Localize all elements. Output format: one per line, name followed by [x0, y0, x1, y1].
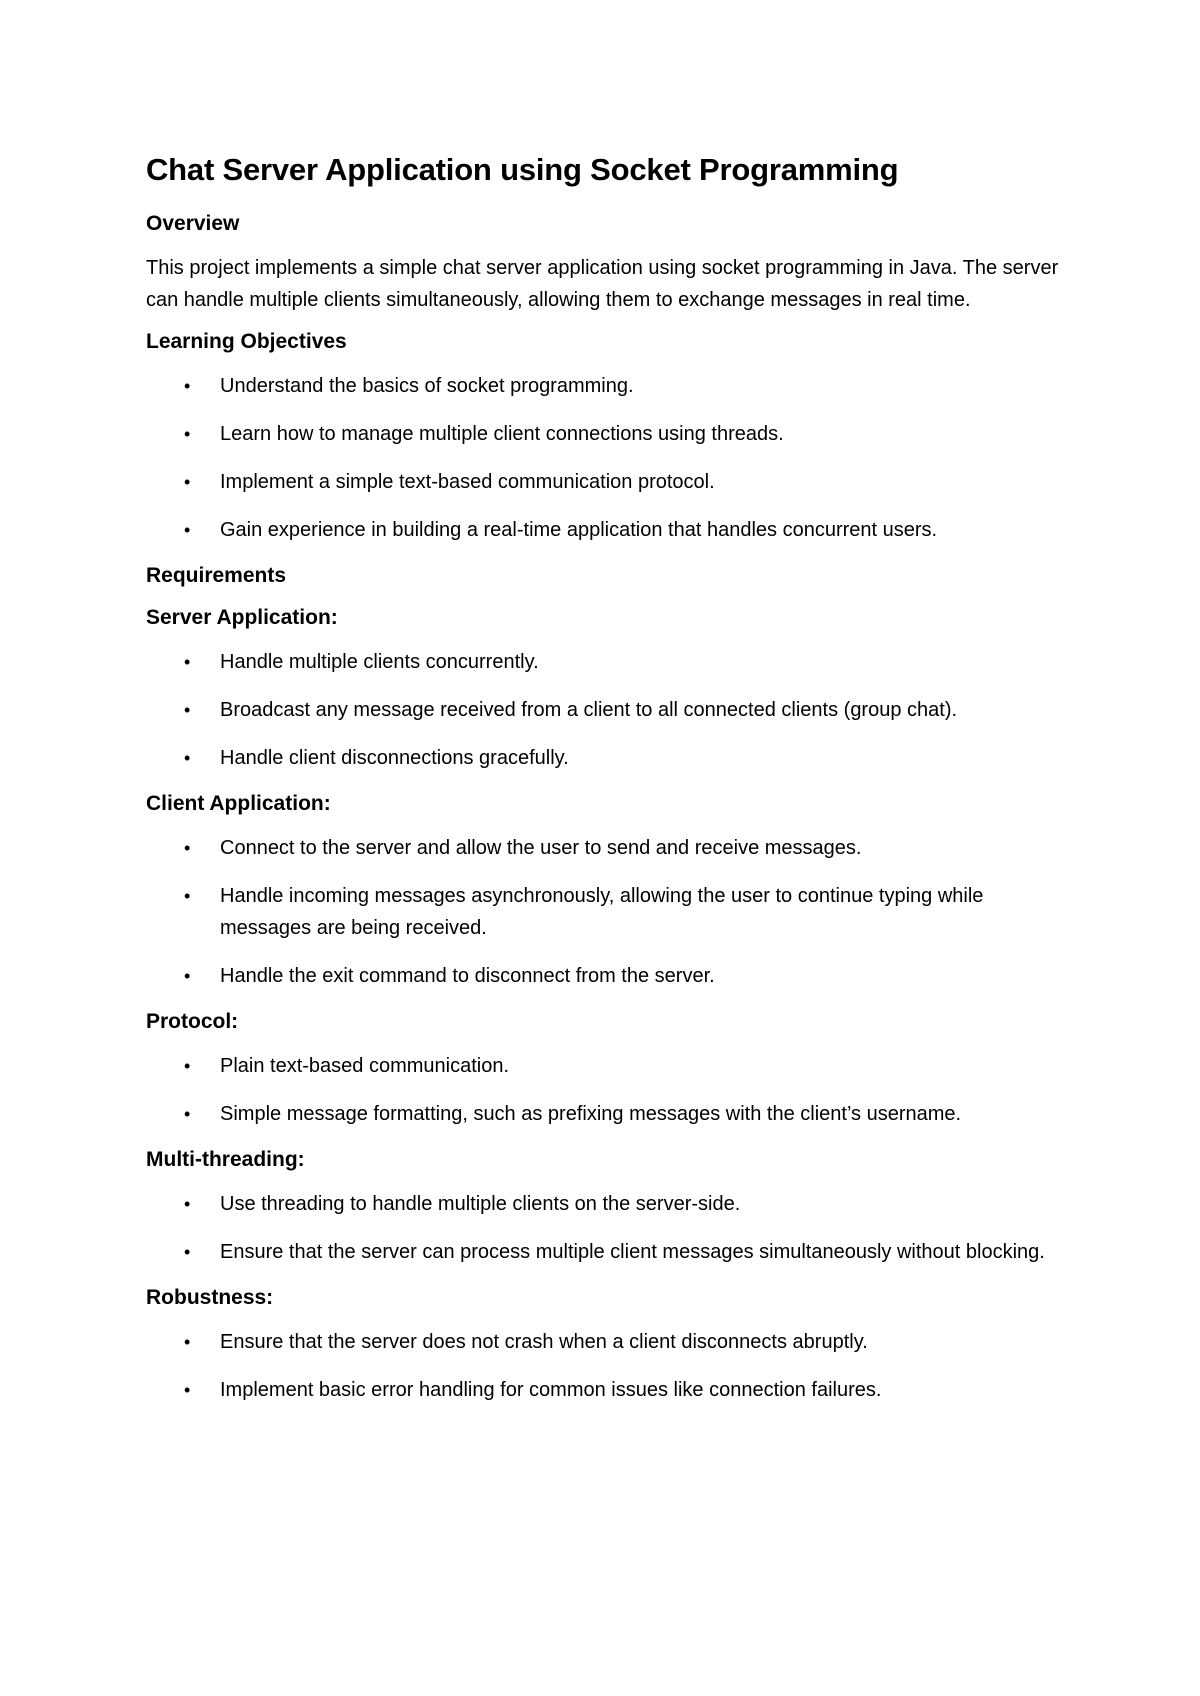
bullet-icon: • [184, 1104, 191, 1124]
bullet-icon: • [184, 652, 191, 672]
bullet-icon: • [184, 376, 191, 396]
bullet-icon: • [184, 748, 191, 768]
list-item-text: Implement basic error handling for common issues like connection failures. [220, 1379, 882, 1401]
list-item-text: Implement a simple text-based communication protocol. [220, 471, 715, 493]
list-item-text: Learn how to manage multiple client connections using threads. [220, 423, 784, 445]
list-item [146, 370, 1066, 402]
list-item-text: Use threading to handle multiple clients on the server-side. [220, 1193, 741, 1215]
list-item [146, 646, 1066, 678]
bullet-icon: • [184, 1380, 191, 1400]
list-item-text: Handle the exit command to disconnect from the server. [220, 965, 715, 987]
document-content [146, 150, 1066, 1422]
list-item-text: Broadcast any message received from a client to all connected clients (group chat). [220, 699, 958, 721]
bullet-icon: • [184, 1332, 191, 1352]
robustness-list [146, 1326, 1066, 1406]
protocol-heading: Protocol: [146, 1010, 239, 1033]
list-item [146, 960, 1066, 992]
bullet-icon: • [184, 520, 191, 540]
list-item [146, 1050, 1066, 1082]
list-item [146, 418, 1066, 450]
list-item [146, 832, 1066, 864]
overview-paragraph: This project implements a simple chat server application using socket programming in Java. The server can handle multiple clients simultaneously, allowing them to exchange messages in real time. [146, 257, 1059, 311]
list-item-text: Connect to the server and allow the user to send and receive messages. [220, 837, 862, 859]
bullet-icon: • [184, 966, 191, 986]
list-item [146, 742, 1066, 774]
learning-objectives-list [146, 370, 1066, 546]
client-application-list [146, 832, 1066, 992]
bullet-icon: • [184, 700, 191, 720]
list-item [146, 514, 1066, 546]
bullet-icon: • [184, 886, 191, 906]
bullet-icon: • [184, 424, 191, 444]
list-item [146, 694, 1066, 726]
multi-threading-heading: Multi-threading: [146, 1148, 305, 1171]
overview-heading: Overview [146, 212, 240, 235]
server-application-heading: Server Application: [146, 606, 338, 629]
list-item [146, 880, 1066, 944]
server-application-list [146, 646, 1066, 774]
learning-objectives-heading: Learning Objectives [146, 330, 347, 353]
list-item [146, 1326, 1066, 1358]
list-item-text: Ensure that the server does not crash when a client disconnects abruptly. [220, 1331, 868, 1353]
robustness-heading: Robustness: [146, 1286, 274, 1309]
list-item-text: Plain text-based communication. [220, 1055, 510, 1077]
list-item-text: Simple message formatting, such as prefixing messages with the client’s username. [220, 1103, 962, 1125]
list-item-text: Handle incoming messages asynchronously, allowing the user to continue typing while messages are being received. [220, 885, 984, 939]
list-item-text: Understand the basics of socket programming. [220, 375, 634, 397]
list-item-text: Handle multiple clients concurrently. [220, 651, 539, 673]
protocol-list [146, 1050, 1066, 1130]
list-item-text: Gain experience in building a real-time application that handles concurrent users. [220, 519, 938, 541]
bullet-icon: • [184, 838, 191, 858]
bullet-icon: • [184, 1056, 191, 1076]
bullet-icon: • [184, 1242, 191, 1262]
bullet-icon: • [184, 472, 191, 492]
list-item [146, 466, 1066, 498]
list-item [146, 1098, 1066, 1130]
document-title: Chat Server Application using Socket Programming [146, 152, 899, 187]
list-item-text: Handle client disconnections gracefully. [220, 747, 569, 769]
list-item [146, 1188, 1066, 1220]
list-item-text: Ensure that the server can process multiple client messages simultaneously without blocking. [220, 1241, 1045, 1263]
client-application-heading: Client Application: [146, 792, 331, 815]
list-item [146, 1236, 1066, 1268]
list-item [146, 1374, 1066, 1406]
multi-threading-list [146, 1188, 1066, 1268]
bullet-icon: • [184, 1194, 191, 1214]
requirements-heading: Requirements [146, 564, 287, 587]
